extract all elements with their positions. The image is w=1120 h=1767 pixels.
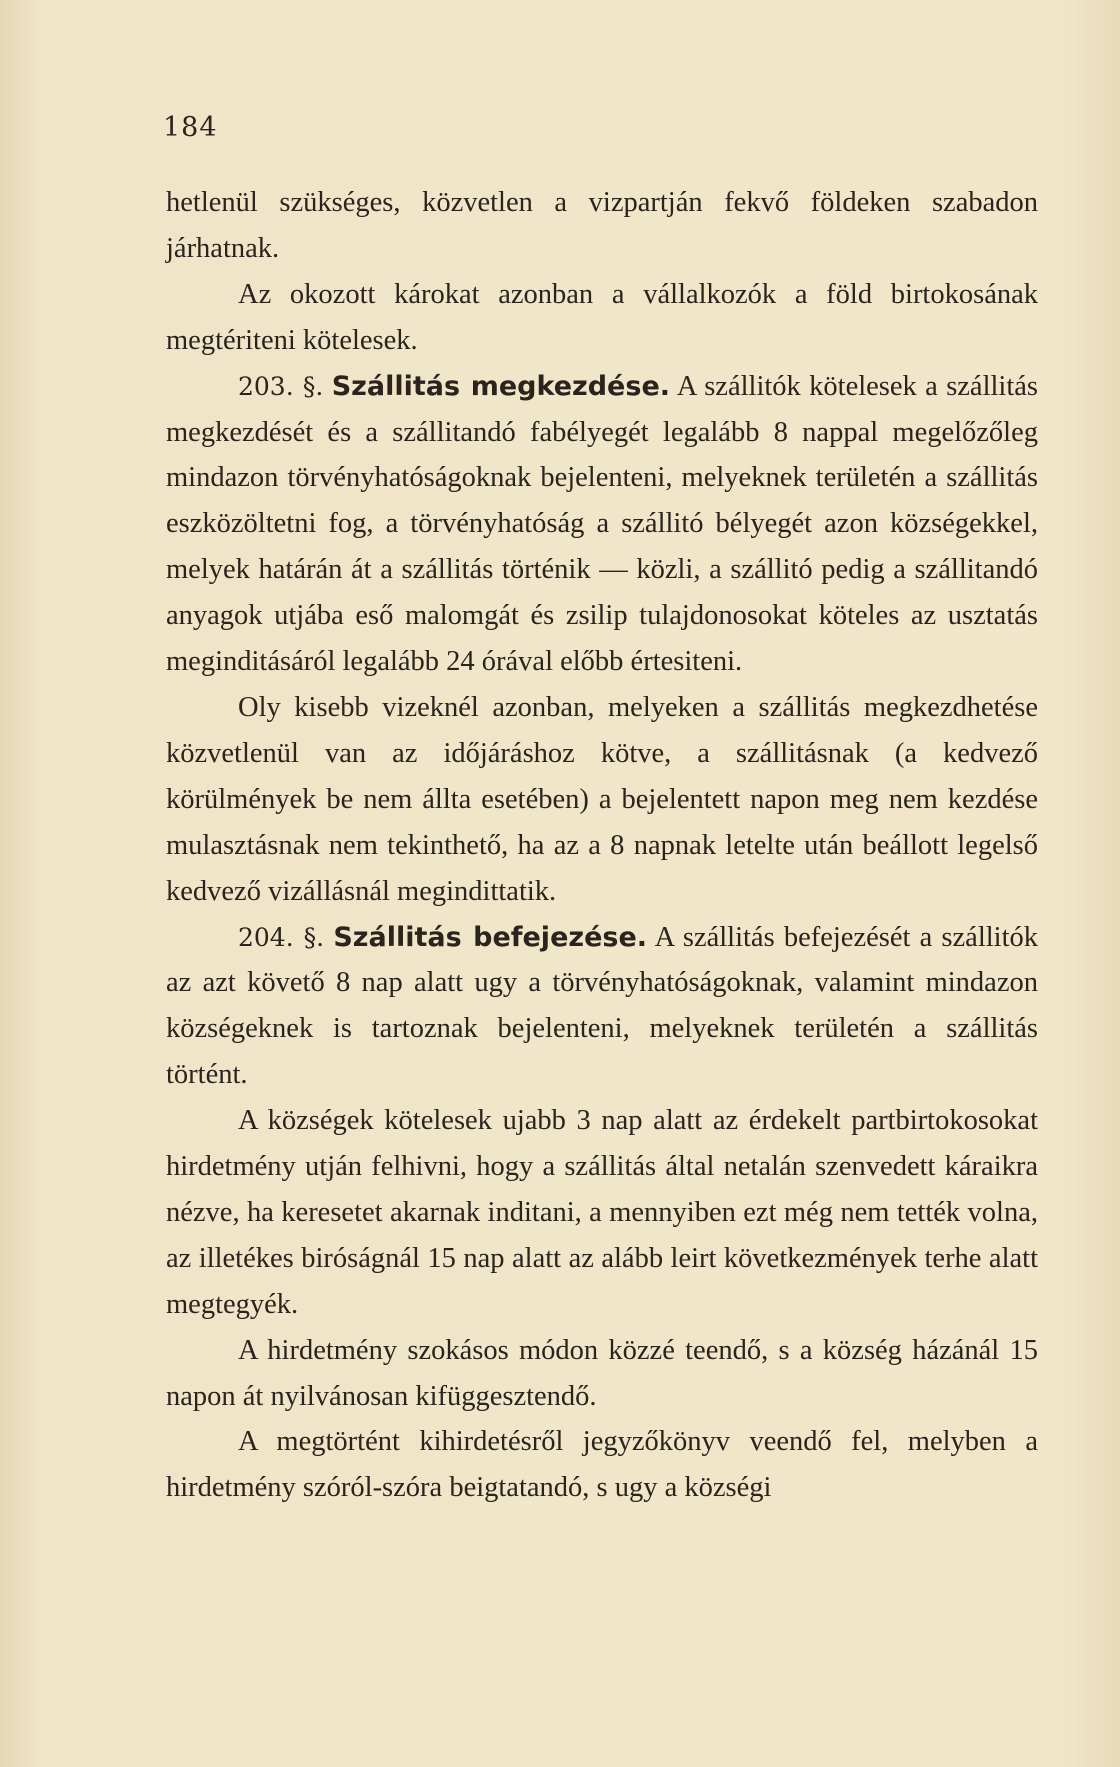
section-title: Szállitás befejezése. <box>333 921 648 953</box>
paragraph-1: hetlenül szükséges, közvetlen a vizpartján fekvő földeken szabadon járhatnak. <box>166 187 1038 264</box>
paragraph-7: A hirdetmény szokásos módon közzé teendő, s a község házánál 15 napon át nyilvánosan kifüggesztendő. <box>166 1334 1038 1412</box>
paragraph-8: A megtörtént kihirdetésről jegyzőkönyv veendő fel, melyben a hirdetmény szóról-szóra beigtatandó, s ugy a községi <box>166 1426 1038 1504</box>
body-text <box>166 180 1038 1511</box>
section-number: 203. §. <box>238 371 324 401</box>
paragraph-6: A községek kötelesek ujabb 3 nap alatt az érdekelt partbirtokosokat hirdetmény utján felhivni, hogy a szállitás által netalán szenvedett káraikra nézve, ha keresetet akarnak inditani, a mennyiben ezt még nem tették volna, az illetékes biróságnál 15 nap alatt az alább leirt következmények terhe alatt megtegyék. <box>166 1105 1038 1320</box>
paragraph-2: Az okozott károkat azonban a vállalkozók a föld birtokosának megtériteni kötelesek. <box>166 278 1038 356</box>
paragraph-section-204: 204. §. Szállitás befejezése. A szállitás befejezését a szállitók az azt követő 8 nap alatt ugy a törvényhatóságoknak, valamint mindazon községeknek is tartoznak bejelenteni, melyeknek területén a szállitás történt. <box>166 921 1038 1091</box>
section-title: Szállitás megkezdése. <box>331 370 671 402</box>
paragraph-section-203: 203. §. Szállitás megkezdése. A szállitók kötelesek a szállitás megkezdését és a szállitandó fabélyegét legalább 8 nappal megelőzőleg mindazon törvényhatóságoknak bejelenteni, melyeknek területén a szállitás eszközöltetni fog, a törvényhatóság a szállitó bélyegét azon községekkel, melyek határán át a szállitás történik — közli, a szállitó pedig a szállitandó anyagok utjába eső malomgát és zsilip tulajdonosokat köteles az usztatás meginditásáról legalább 24 órával előbb értesiteni. <box>166 370 1038 678</box>
paragraph-4: Oly kisebb vizeknél azonban, melyeken a szállitás megkezdhetése közvetlenül van az időjáráshoz kötve, a szállitásnak (a kedvező körülmények be nem állta esetében) a bejelentett napon meg nem kezdése mulasztásnak nem tekinthető, ha az a 8 napnak letelte után beállott legelső kedvező vizállásnál megindittatik. <box>166 691 1038 907</box>
section-number: 204. §. <box>238 922 325 952</box>
page-number: 184 <box>163 112 218 143</box>
